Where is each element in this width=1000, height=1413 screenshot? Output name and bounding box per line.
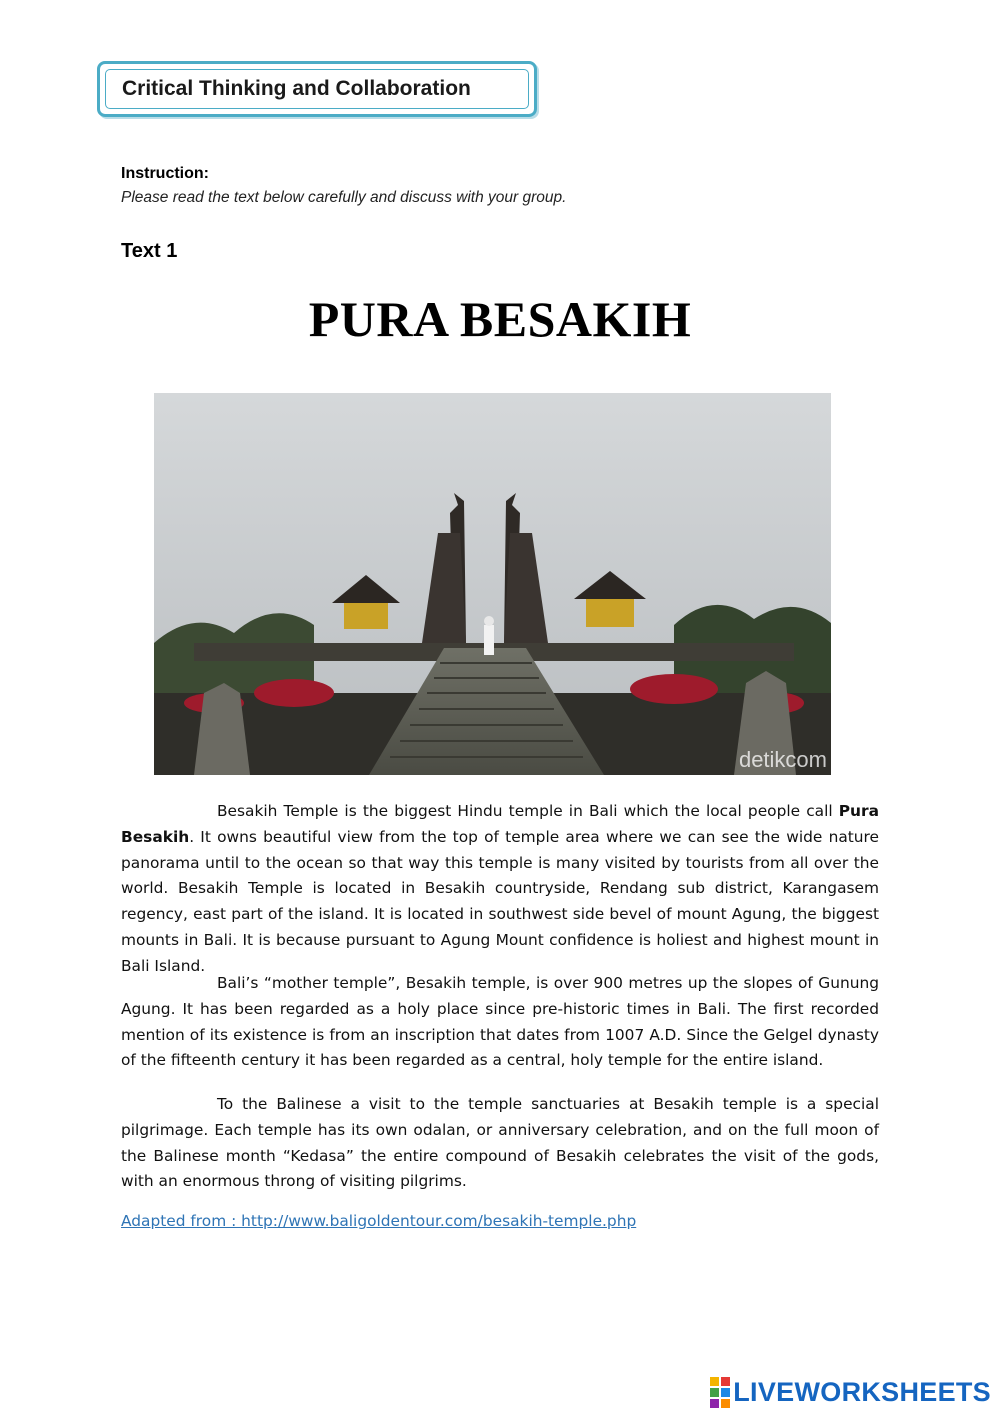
section-header-box: [97, 61, 537, 117]
left-pavilion-body: [344, 603, 388, 629]
section-title: Critical Thinking and Collaboration: [122, 77, 471, 100]
instruction-label: Instruction:: [121, 165, 209, 182]
paragraph-2-text: Bali’s “mother temple”, Besakih temple, is over 900 metres up the slopes of Gunung Agung. It has been regarded as a holy place since pre-historic times in Bali. The first recorded mention of its existence is from an inscription that dates from 1007 A.D. Since the Gelgel dynasty of the fifteenth century it has been regarded as a central, holy temple for the entire island.: [121, 974, 879, 1070]
paragraph-3-text: To the Balinese a visit to the temple sanctuaries at Besakih temple is a special pilgrimage. Each temple has its own odalan, or anniversary celebration, and on the full moon of the Balinese month “Kedasa” the entire compound of Besakih celebrates the visit of the gods, with an enormous throng of visiting pilgrims.: [121, 1095, 879, 1191]
instruction-text: Please read the text below carefully and discuss with your group.: [121, 189, 567, 206]
text-number-label: Text 1: [121, 240, 178, 262]
liveworksheets-logo[interactable]: [710, 1375, 991, 1409]
paragraph-1-start: Besakih Temple is the biggest Hindu temple in Bali which the local people call: [217, 802, 839, 820]
pilgrim-figure: [484, 625, 494, 655]
pilgrim-head: [484, 616, 494, 626]
paragraph-3: [121, 1092, 879, 1195]
temple-photo: [154, 393, 831, 775]
paragraph-1-bold-term: Pura Besakih: [121, 802, 879, 846]
photo-watermark: detikcom: [738, 747, 827, 772]
paragraph-1: [121, 799, 879, 980]
right-pavilion-body: [586, 599, 634, 627]
liveworksheets-name: LIVEWORKSHEETS: [733, 1376, 991, 1407]
source-link[interactable]: Adapted from : http://www.baligoldentour.com/besakih-temple.php: [121, 1212, 637, 1230]
page-title: PURA BESAKIH: [308, 291, 692, 347]
liveworksheets-logo-icon: [710, 1377, 730, 1408]
paragraph-2: [121, 971, 879, 1074]
temple-illustration: [154, 393, 831, 775]
paragraph-1-rest: . It owns beautiful view from the top of temple area where we can see the wide nature panorama until to the ocean so that way this temple is many visited by tourists from all over the world. Besakih Temple is located in Besakih countryside, Rendang sub district, Karangasem regency, east part of the island. It is located in southwest side bevel of mount Agung, the biggest mounts in Bali. It is because pursuant to Agung Mount confidence is holiest and highest mount in Bali Island.: [121, 827, 879, 975]
